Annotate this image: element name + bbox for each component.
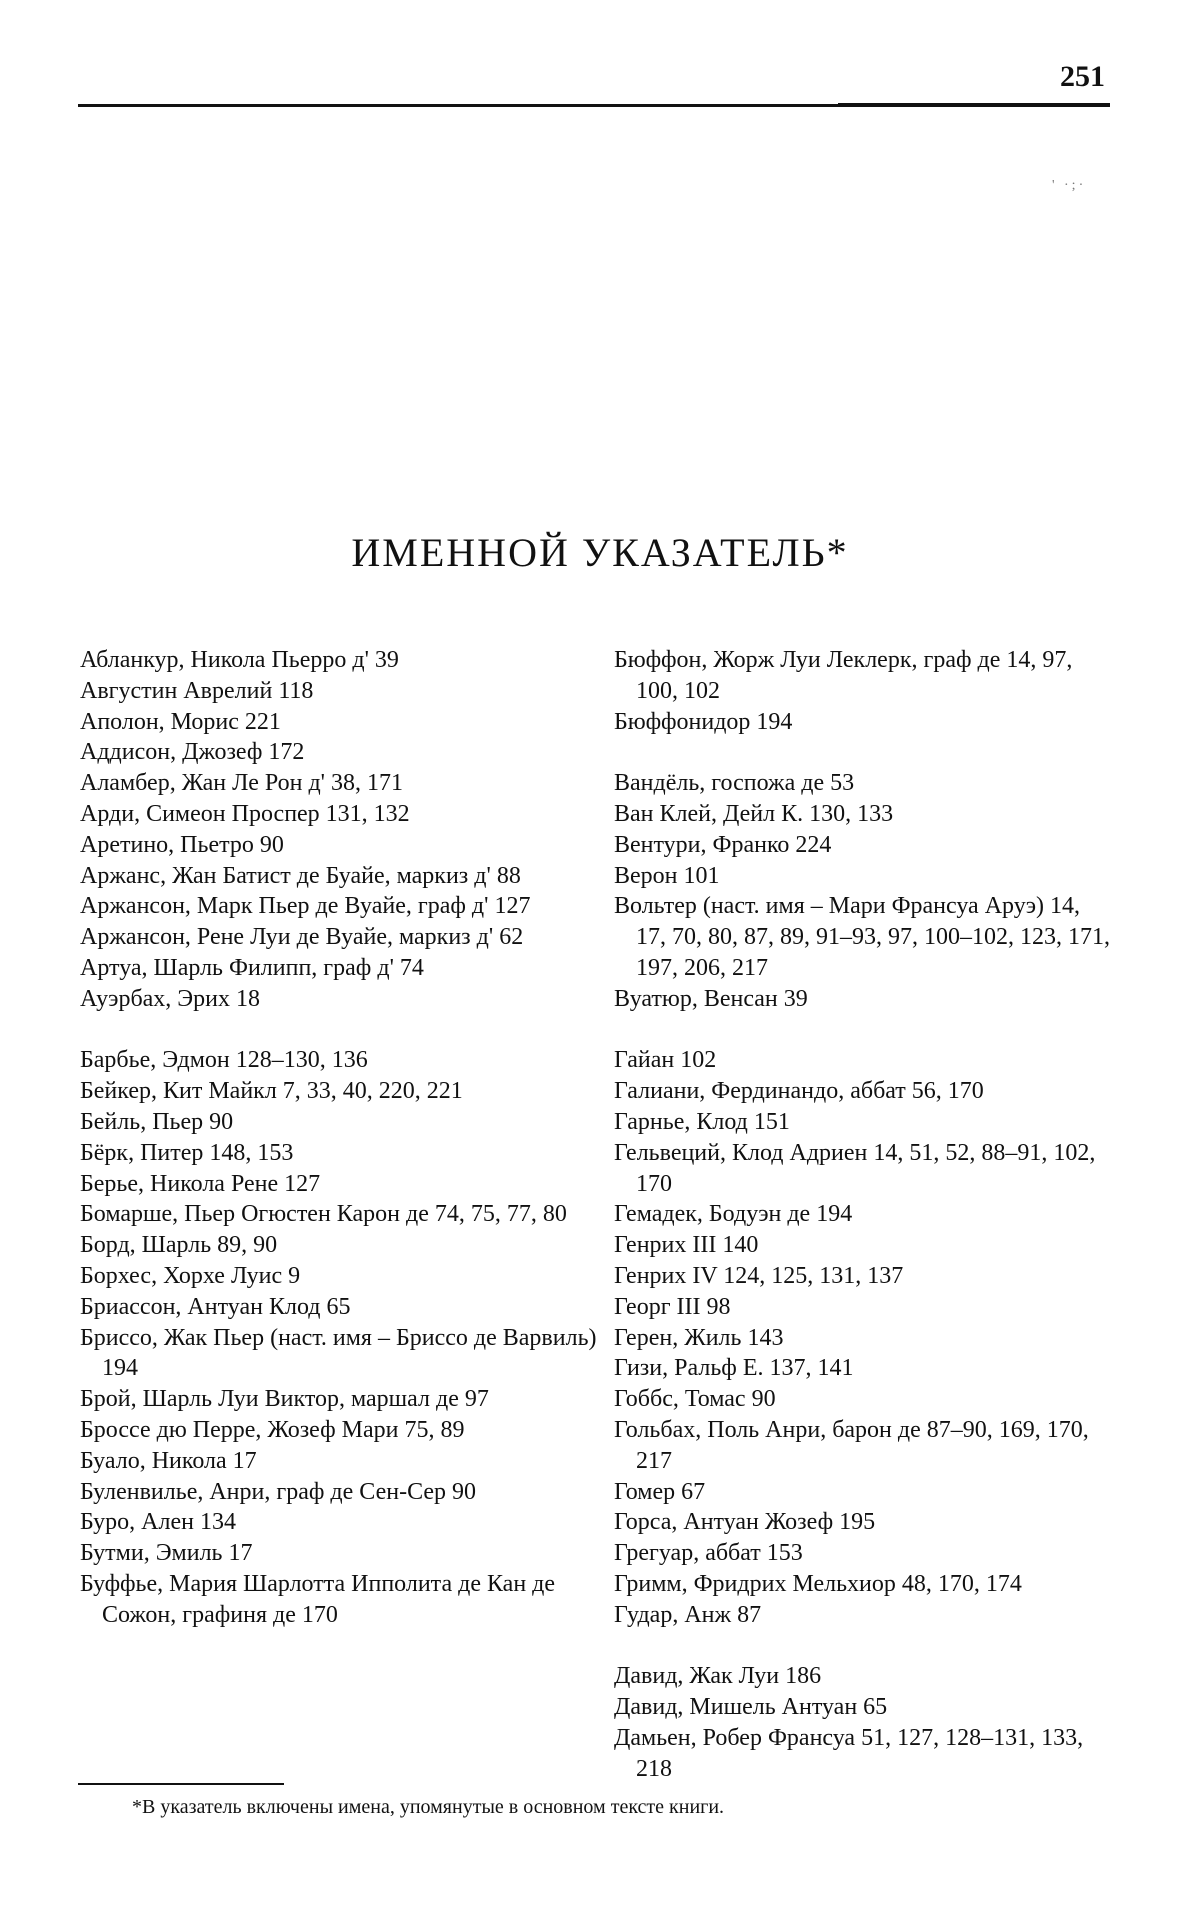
index-entry: Галиани, Фердинандо, аббат 56, 170 (614, 1078, 984, 1105)
index-entry: Дамьен, Робер Франсуа 51, 127, 128–131, 133, 218 (614, 1724, 1084, 1782)
index-title: ИМЕННОЙ УКАЗАТЕЛЬ* (351, 529, 849, 575)
index-entry: Бутми, Эмиль 17 (80, 1540, 253, 1567)
header-rule (78, 104, 1110, 107)
index-entry: Вандёль, госпожа де 53 (614, 770, 855, 797)
index-entry: Бриссо, Жак Пьер (наст. имя – Бриссо де Варвиль) 194 (80, 1324, 597, 1382)
index-entry: Гизи, Ральф Е. 137, 141 (614, 1355, 854, 1382)
index-entry: Вольтер (наст. имя – Мари Франсуа Аруэ) 14, 17, 70, 80, 87, 89, 91–93, 97, 100–102, 123, 171, 197, 206, 217 (614, 893, 1110, 981)
index-entry: Бриассон, Антуан Клод 65 (80, 1293, 351, 1320)
index-entry: Аламбер, Жан Ле Рон д' 38, 171 (80, 770, 403, 797)
index-entry: Ауэрбах, Эрих 18 (80, 985, 260, 1012)
index-entry: Бейкер, Кит Майкл 7, 33, 40, 220, 221 (80, 1078, 463, 1105)
index-entry: Борд, Шарль 89, 90 (80, 1232, 278, 1259)
index-entry: Борхес, Хорхе Луис 9 (80, 1262, 301, 1289)
letter-gap (80, 1015, 620, 1046)
page-number: 251 (1060, 60, 1105, 93)
index-entry: Давид, Жак Луи 186 (614, 1663, 822, 1690)
index-entry: Герен, Жиль 143 (614, 1324, 784, 1351)
index-entry: Гудар, Анж 87 (614, 1601, 762, 1628)
right-column (614, 645, 1114, 1784)
index-entry: Бёрк, Питер 148, 153 (80, 1139, 294, 1166)
index-entry: Бейль, Пьер 90 (80, 1108, 234, 1135)
index-entry: Генрих IV 124, 125, 131, 137 (614, 1262, 904, 1289)
index-entry: Ван Клей, Дейл К. 130, 133 (614, 800, 894, 827)
index-entry: Бюффон, Жорж Луи Леклерк, граф де 14, 97, 100, 102 (614, 647, 1073, 704)
index-entry: Генрих III 140 (614, 1232, 759, 1259)
index-entry: Буало, Никола 17 (80, 1447, 257, 1474)
index-entry: Гоббс, Томас 90 (614, 1386, 776, 1413)
index-entry: Георг III 98 (614, 1293, 731, 1320)
letter-gap (614, 1631, 1114, 1662)
index-entry: Бомарше, Пьер Огюстен Карон де 74, 75, 77, 80 (80, 1201, 567, 1228)
index-entry: Давид, Мишель Антуан 65 (614, 1694, 888, 1721)
index-entry: Артуа, Шарль Филипп, граф д' 74 (80, 954, 424, 981)
index-entry: Аполон, Морис 221 (80, 708, 281, 735)
index-entry: Гайан 102 (614, 1047, 717, 1074)
index-entry: Гельвеций, Клод Адриен 14, 51, 52, 88–91, 102, 170 (614, 1139, 1096, 1197)
footnote: *В указатель включены имена, упомянутые в основном тексте книги. (132, 1796, 725, 1818)
index-entry: Гомер 67 (614, 1478, 706, 1505)
index-entry: Гольбах, Поль Анри, барон де 87–90, 169, 170, 217 (614, 1416, 1089, 1474)
index-entry: Аржансон, Рене Луи де Вуайе, маркиз д' 62 (80, 924, 524, 951)
index-entry: Августин Аврелий 118 (80, 677, 314, 704)
index-entry: Грегуар, аббат 153 (614, 1540, 803, 1567)
index-entry: Буро, Ален 134 (80, 1509, 236, 1536)
index-entry: Верон 101 (614, 862, 720, 889)
index-entry: Буффье, Мария Шарлотта Ипполита де Кан де Сожон, графиня де 170 (80, 1570, 556, 1628)
index-entry: Горса, Антуан Жозеф 195 (614, 1509, 876, 1536)
index-entry: Абланкур, Никола Пьерро д' 39 (80, 647, 399, 673)
index-entry: Вуатюр, Венсан 39 (614, 985, 808, 1012)
corner-mark: ' ·;· (1052, 178, 1087, 193)
index-entry: Буленвилье, Анри, граф де Сен-Сер 90 (80, 1478, 477, 1505)
index-entry: Аржанс, Жан Батист де Буайе, маркиз д' 88 (80, 862, 521, 889)
index-entry: Брой, Шарль Луи Виктор, маршал де 97 (80, 1386, 489, 1413)
index-entry: Гарнье, Клод 151 (614, 1108, 790, 1135)
index-entry: Вентури, Франко 224 (614, 831, 832, 858)
index-entry: Гемадек, Бодуэн де 194 (614, 1201, 853, 1228)
footnote-rule (78, 1783, 284, 1785)
index-entry: Бюффонидор 194 (614, 708, 793, 735)
index-entry: Аддисон, Джозеф 172 (80, 739, 305, 766)
left-column (80, 645, 620, 1631)
letter-gap (614, 737, 1114, 768)
index-entry: Аретино, Пьетро 90 (80, 831, 284, 858)
letter-gap (614, 1015, 1114, 1046)
index-entry: Берье, Никола Рене 127 (80, 1170, 321, 1197)
index-entry: Арди, Симеон Проспер 131, 132 (80, 800, 410, 827)
index-entry: Гримм, Фридрих Мельхиор 48, 170, 174 (614, 1570, 1022, 1597)
index-entry: Броссе дю Перре, Жозеф Мари 75, 89 (80, 1416, 465, 1443)
index-entry: Барбье, Эдмон 128–130, 136 (80, 1047, 368, 1074)
index-entry: Аржансон, Марк Пьер де Вуайе, граф д' 127 (80, 893, 531, 920)
